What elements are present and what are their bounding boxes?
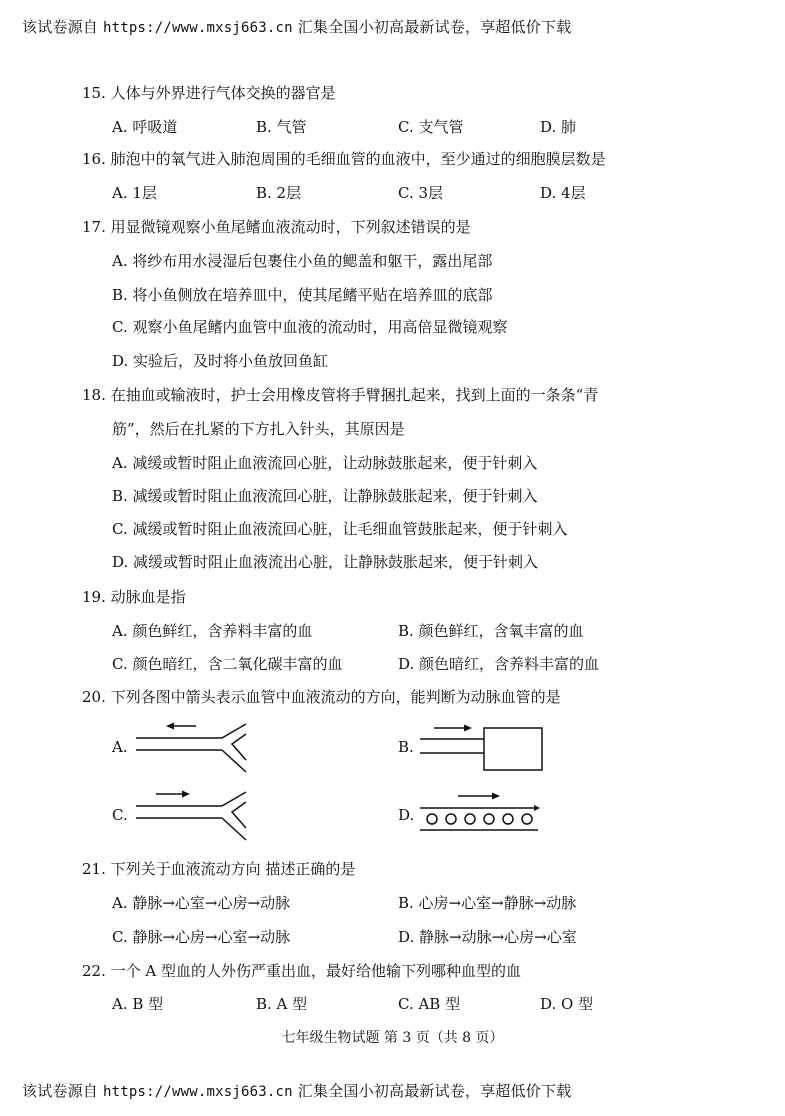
- banner-url[interactable]: https://www.mxsj663.cn: [102, 20, 293, 36]
- q22-option-b: B. A 型: [256, 995, 308, 1013]
- q15-option-b: B. 气管: [256, 118, 307, 136]
- q19-option-a: A. 颜色鲜红，含养料丰富的血: [112, 622, 313, 640]
- q22-option-a: A. B 型: [112, 995, 164, 1013]
- q22-option-d: D. O 型: [540, 995, 594, 1013]
- banner-suffix: 汇集全国小初高最新试卷，享超低价下载: [297, 18, 572, 36]
- question-16-stem: 16. 肺泡中的氧气进入肺泡周围的毛细血管的血液中，至少通过的细胞膜层数是: [82, 150, 606, 168]
- q18-option-b: B. 减缓或暂时阻止血液流回心脏，让静脉鼓胀起来，便于针刺入: [112, 487, 538, 505]
- question-20-stem: 20. 下列各图中箭头表示血管中血液流动的方向，能判断为动脉血管的是: [82, 688, 561, 706]
- q20-option-a-label: A.: [112, 738, 128, 756]
- q21-option-b: B. 心房→心室→静脉→动脉: [398, 894, 577, 912]
- source-banner-top: [22, 16, 571, 37]
- q22-option-c: C. AB 型: [398, 995, 461, 1013]
- question-17-stem: 17. 用显微镜观察小鱼尾鳍血液流动时，下列叙述错误的是: [82, 218, 471, 236]
- q20-figure-a-vessel-branching: [130, 720, 260, 776]
- question-19-stem: 19. 动脉血是指: [82, 588, 186, 606]
- banner-prefix: 该试卷源自: [22, 18, 99, 36]
- q16-option-a: A. 1层: [112, 184, 157, 202]
- q17-option-c: C. 观察小鱼尾鳍内血管中血液的流动时，用高倍显微镜观察: [112, 318, 508, 336]
- source-banner-bottom: [22, 1080, 571, 1101]
- q21-option-d: D. 静脉→动脉→心房→心室: [398, 928, 577, 946]
- banner-prefix: 该试卷源自: [22, 1082, 99, 1100]
- q20-option-d-label: D.: [398, 806, 415, 824]
- q19-option-b: B. 颜色鲜红，含氧丰富的血: [398, 622, 584, 640]
- q18-option-d: D. 减缓或暂时阻止血液流出心脏，让静脉鼓胀起来，便于针刺入: [112, 553, 539, 571]
- q21-option-c: C. 静脉→心房→心室→动脉: [112, 928, 291, 946]
- page-footer: 七年级生物试题 第 3 页（共 8 页）: [281, 1030, 504, 1046]
- q17-option-d: D. 实验后，及时将小鱼放回鱼缸: [112, 352, 329, 370]
- q17-option-b: B. 将小鱼侧放在培养皿中，使其尾鳍平贴在培养皿的底部: [112, 286, 493, 304]
- q15-option-a: A. 呼吸道: [112, 118, 178, 136]
- q16-option-d: D. 4层: [540, 184, 586, 202]
- q15-option-d: D. 肺: [540, 118, 577, 136]
- q16-option-c: C. 3层: [398, 184, 444, 202]
- q20-option-b-label: B.: [398, 738, 414, 756]
- question-18-stem-line2: 筋”，然后在扎紧的下方扎入针头，其原因是: [112, 420, 405, 438]
- q20-figure-b-vessel-to-organ: [416, 722, 548, 774]
- q19-option-d: D. 颜色暗红，含养料丰富的血: [398, 655, 600, 673]
- question-18-stem: 18. 在抽血或输液时，护士会用橡皮管将手臂捆扎起来，找到上面的一条条“青: [82, 386, 599, 404]
- question-21-stem: 21. 下列关于血液流动方向 描述正确的是: [82, 860, 356, 878]
- q20-figure-d-capillary-cells: [418, 790, 542, 834]
- q19-option-c: C. 颜色暗红，含二氧化碳丰富的血: [112, 655, 343, 673]
- q18-option-a: A. 减缓或暂时阻止血液流回心脏，让动脉鼓胀起来，便于针刺入: [112, 454, 538, 472]
- q20-figure-c-vessel-branching: [130, 788, 260, 844]
- q16-option-b: B. 2层: [256, 184, 302, 202]
- banner-url[interactable]: https://www.mxsj663.cn: [102, 1084, 293, 1100]
- question-22-stem: 22. 一个 A 型血的人外伤严重出血，最好给他输下列哪种血型的血: [82, 962, 521, 980]
- question-15-stem: 15. 人体与外界进行气体交换的器官是: [82, 84, 336, 102]
- q21-option-a: A. 静脉→心室→心房→动脉: [112, 894, 291, 912]
- q17-option-a: A. 将纱布用水浸湿后包裹住小鱼的鳃盖和躯干，露出尾部: [112, 252, 493, 270]
- q20-option-c-label: C.: [112, 806, 128, 824]
- q18-option-c: C. 减缓或暂时阻止血液流回心脏，让毛细血管鼓胀起来，便于针刺入: [112, 520, 568, 538]
- banner-suffix: 汇集全国小初高最新试卷，享超低价下载: [297, 1082, 572, 1100]
- q15-option-c: C. 支气管: [398, 118, 464, 136]
